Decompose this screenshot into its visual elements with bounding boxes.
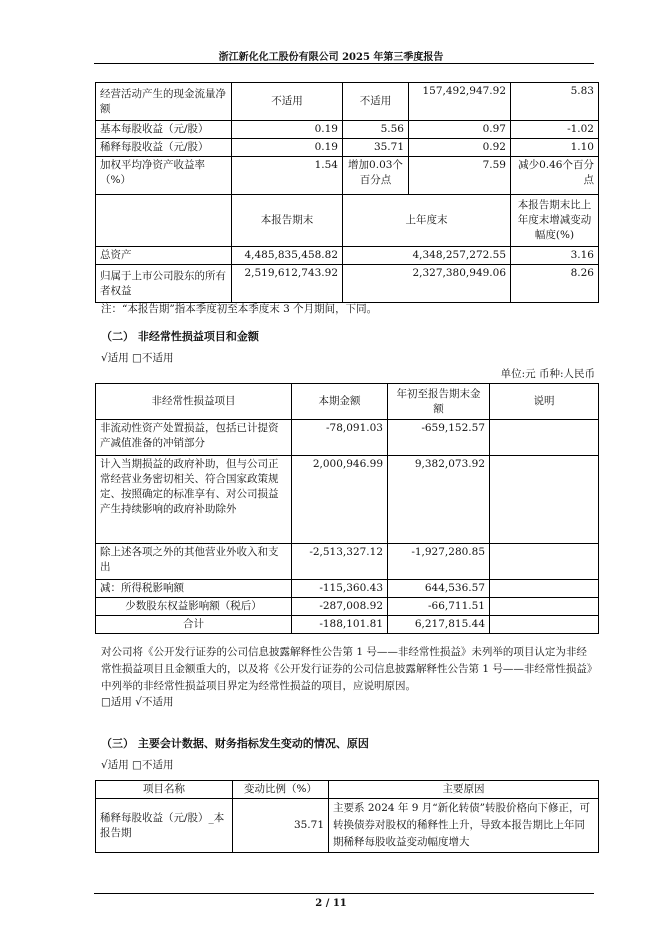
cell-value: 1.54 [232, 157, 343, 195]
empty-cell [96, 195, 232, 247]
table-row [96, 799, 599, 853]
row-label: 稀释每股收益（元/股） [96, 139, 232, 157]
cell-value: 2,519,612,743.92 [232, 265, 343, 303]
item-cell: 非流动性资产处置损益，包括已计提资产减值准备的冲销部分 [96, 420, 292, 456]
table-row [96, 598, 599, 616]
cell-value: 7.59 [409, 157, 511, 195]
cell-value: 644,536.57 [388, 580, 490, 598]
item-cell: 减：所得税影响额 [96, 580, 292, 598]
item-cell: 合计 [96, 616, 292, 634]
cell-value: 减少0.46个百分点 [511, 157, 599, 195]
table-row [96, 580, 599, 598]
cell-value: 9,382,073.92 [388, 456, 490, 544]
table-row [96, 157, 599, 195]
cell-value: 5.56 [343, 121, 409, 139]
table-note: 注：“本报告期”指本季度初至本季度末 3 个月期间，下同。 [101, 303, 378, 315]
financial-data-table-continued [95, 82, 599, 303]
cell-value: -287,008.92 [292, 598, 388, 616]
page-header: 浙江新化化工股份有限公司 2025 年第三季度报告 [218, 52, 444, 63]
cell-value: 不适用 [343, 83, 409, 121]
cell-value: 0.19 [232, 121, 343, 139]
cell-value: -1,927,280.85 [388, 544, 490, 580]
row-label: 总资产 [96, 247, 232, 265]
cell-value: 35.71 [343, 139, 409, 157]
applicable-checkbox: □适用 √不适用 [101, 696, 174, 708]
empty-cell [490, 598, 599, 616]
row-label: 加权平均净资产收益率（%） [96, 157, 232, 195]
cell-value: -188,101.81 [292, 616, 388, 634]
table-row [96, 420, 599, 456]
footer-divider [94, 893, 594, 894]
column-header: 本报告期末 [232, 195, 343, 247]
cell-value: -115,360.43 [292, 580, 388, 598]
cell-value: 0.97 [409, 121, 511, 139]
cell-value: 不适用 [232, 83, 343, 121]
empty-cell [490, 580, 599, 598]
table-row [96, 121, 599, 139]
cell-value: -78,091.03 [292, 420, 388, 456]
cell-value: 0.92 [409, 139, 511, 157]
row-label: 经营活动产生的现金流量净额 [96, 83, 232, 121]
column-header: 非经常性损益项目 [96, 384, 292, 420]
unit-currency: 单位:元 币种:人民币 [500, 368, 595, 380]
table-row [96, 83, 599, 121]
cell-value: 2,327,380,949.06 [343, 265, 511, 303]
explanation-paragraph: 对公司将《公开发行证券的公司信息披露解释性公告第 1 号——非经常性损益》未列举的项目认定为非经常性损益项目且金额重大的，以及将《公开发行证券的公司信息披露解释性公告第 1 号——非经常性损益》中列举的非经常性损益项目界定为经常性损益的项目，应说明原因。 [101, 646, 593, 692]
page-number: 2 / 11 [315, 898, 347, 909]
cell-value: -66,711.51 [388, 598, 490, 616]
item-cell: 除上述各项之外的其他营业外收入和支出 [96, 544, 292, 580]
item-cell: 稀释每股收益（元/股）_本报告期 [96, 799, 233, 853]
column-header: 主要原因 [329, 781, 599, 799]
cell-value: 4,485,835,458.82 [232, 247, 343, 265]
table-row [96, 456, 599, 544]
cell-value: 2,000,946.99 [292, 456, 388, 544]
empty-cell [490, 616, 599, 634]
table-header-row [96, 384, 599, 420]
empty-cell [490, 544, 599, 580]
nonrecurring-table [95, 383, 599, 634]
table-subheader-row [96, 195, 599, 247]
reason-cell: 主要系 2024 年 9 月“新化转债”转股价格向下修正，可转换债券对股权的稀释性上升，导致本报告期比上年同期稀释每股收益变动幅度增大 [329, 799, 599, 853]
item-cell: 计入当期损益的政府补助，但与公司正常经营业务密切相关、符合国家政策规定、按照确定的标准享有、对公司损益产生持续影响的政府补助除外 [96, 456, 292, 544]
cell-value: 8.26 [511, 265, 599, 303]
header-divider [94, 63, 594, 64]
cell-value: -2,513,327.12 [292, 544, 388, 580]
column-header: 说明 [490, 384, 599, 420]
empty-cell [490, 456, 599, 544]
item-cell: 少数股东权益影响额（税后） [96, 598, 292, 616]
table-header-row [96, 781, 599, 799]
cell-value: 增加0.03个百分点 [343, 157, 409, 195]
column-header: 年初至报告期末金额 [388, 384, 490, 420]
table-row [96, 139, 599, 157]
table-row-total [96, 616, 599, 634]
column-header: 上年度末 [343, 195, 511, 247]
cell-value: 0.19 [232, 139, 343, 157]
cell-value: 35.71 [233, 799, 329, 853]
cell-value: -1.02 [511, 121, 599, 139]
row-label: 基本每股收益（元/股） [96, 121, 232, 139]
cell-value: 1.10 [511, 139, 599, 157]
cell-value: 4,348,257,272.55 [343, 247, 511, 265]
empty-cell [490, 420, 599, 456]
table-row [96, 265, 599, 303]
column-header: 本期金额 [292, 384, 388, 420]
cell-value: 157,492,947.92 [409, 83, 511, 121]
applicable-checkbox: √适用 □不适用 [101, 759, 174, 771]
column-header: 本报告期末比上年度末增减变动幅度(%) [511, 195, 599, 247]
applicable-checkbox: √适用 □不适用 [101, 352, 174, 364]
table-row [96, 247, 599, 265]
cell-value: 5.83 [511, 83, 599, 121]
section-title-changes: （三） 主要会计数据、财务指标发生变动的情况、原因 [101, 737, 369, 750]
row-label: 归属于上市公司股东的所有者权益 [96, 265, 232, 303]
cell-value: 3.16 [511, 247, 599, 265]
section-title-nonrecurring: （二） 非经常性损益项目和金额 [101, 330, 259, 343]
column-header: 项目名称 [96, 781, 233, 799]
changes-table [95, 780, 599, 853]
column-header: 变动比例（%） [233, 781, 329, 799]
table-row [96, 544, 599, 580]
cell-value: -659,152.57 [388, 420, 490, 456]
cell-value: 6,217,815.44 [388, 616, 490, 634]
